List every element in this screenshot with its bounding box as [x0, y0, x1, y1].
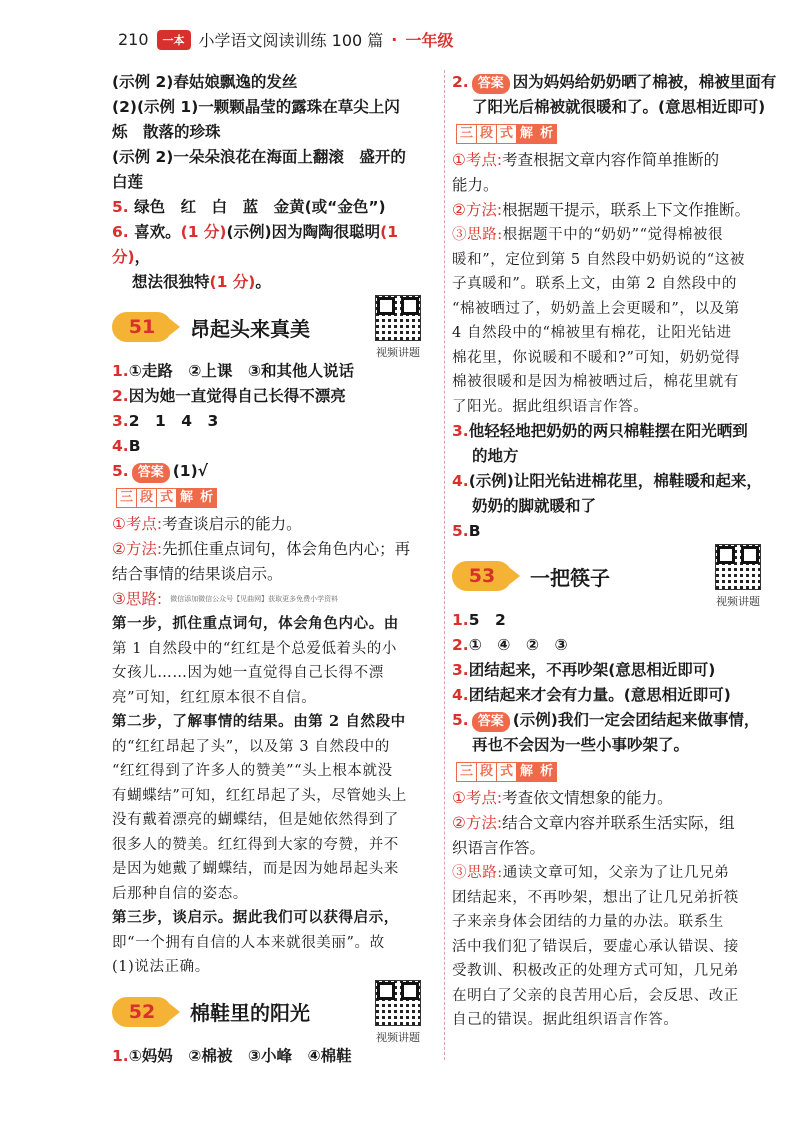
fangfa-label: ②方法: — [112, 540, 163, 558]
question-4 — [452, 469, 778, 494]
silu-line: 暖和”，定位到第 5 自然段中奶奶说的“这被 — [452, 251, 745, 268]
silu — [452, 223, 778, 248]
section-title: 昂起头来真美 — [190, 316, 310, 341]
section-52-header — [112, 986, 438, 1044]
answer-text: (示例)因为陶陶很聪明 — [226, 223, 381, 241]
step-line: 第三步，谈启示。据此我们可以获得启示， — [112, 909, 399, 926]
answer-text: 喜欢。 — [134, 223, 181, 241]
answer-text: 他轻轻地把奶奶的两只棉鞋摆在阳光晒到 — [468, 422, 748, 440]
question-number: 2. — [112, 387, 129, 405]
step-line: 的“红红昂起了头”，以及第 3 自然段中的 — [112, 738, 390, 755]
banner-char: 析 — [197, 488, 217, 508]
page-header — [118, 28, 453, 51]
book-title: 小学语文阅读训练 100 篇 — [198, 31, 384, 50]
right-column — [452, 70, 778, 1033]
score-note: (1 分) — [180, 223, 227, 241]
analysis-banner — [456, 124, 557, 144]
step-line: (1)说法正确。 — [112, 959, 210, 975]
section-number-badge: 51 — [112, 312, 172, 342]
score-note: (1 分) — [112, 223, 399, 266]
question-number: 4. — [452, 686, 469, 704]
silu-line: 团结起来，不再吵架，想出了让几兄弟折筷 — [452, 889, 739, 906]
question-1 — [112, 359, 438, 384]
question-number: 4. — [112, 437, 129, 455]
answer-text: 2 1 4 3 — [128, 412, 219, 430]
question-number: 5. — [112, 198, 129, 216]
kaodian-cont: 能力。 — [452, 176, 499, 194]
answer-text: ①妈妈 ②棉被 ③小峰 ④棉鞋 — [128, 1046, 352, 1065]
kaodian — [452, 786, 778, 811]
left-column — [112, 70, 438, 1069]
fangfa — [112, 537, 438, 562]
video-qr[interactable] — [372, 295, 424, 360]
question-6 — [112, 220, 438, 270]
answer-text: 团结起来才会有力量。(意思相近即可) — [468, 686, 731, 704]
silu-line: 了阳光。据此组织语言作答。 — [452, 398, 649, 415]
question-6-cont — [112, 270, 438, 295]
analysis-banner — [456, 762, 557, 782]
analysis-banner — [116, 488, 217, 508]
answer-line: 烁 散落的珍珠 — [112, 123, 221, 141]
fangfa — [452, 198, 778, 223]
question-5 — [112, 459, 438, 484]
section-51-header — [112, 301, 438, 359]
step-line: “红红得到了许多人的赞美”“头上根本就没 — [112, 763, 393, 779]
section-title: 棉鞋里的阳光 — [190, 1001, 310, 1025]
answer-text: ①走路 ②上课 ③和其他人说话 — [128, 362, 355, 380]
fangfa-text: 根据题干提示，联系上下文作推断。 — [502, 201, 751, 219]
qr-code-icon[interactable] — [375, 980, 421, 1026]
kaodian-label: ①考点: — [452, 151, 503, 169]
kaodian-label: ①考点: — [452, 789, 503, 807]
banner-char: 段 — [477, 124, 497, 144]
banner-char: 解 — [517, 762, 537, 782]
banner-char: 式 — [157, 488, 177, 508]
qr-caption: 视频讲题 — [376, 346, 420, 359]
question-number: 1. — [112, 362, 129, 380]
step-line: 有蝴蝶结”可知，红红昂起了头，尽管她头上 — [112, 787, 407, 804]
silu-line: 子真暖和”。联系上文，由第 2 自然段中的 — [452, 276, 737, 292]
banner-char: 解 — [517, 124, 537, 144]
step-line: 女孩儿……因为她一直觉得自己长得不漂 — [112, 665, 384, 681]
answer-line: (示例 2)春姑娘飘逸的发丝 — [112, 73, 298, 91]
fangfa-text: 先抓住重点词句，体会角色内心；再 — [162, 540, 411, 558]
question-5 — [452, 708, 778, 733]
answer-text: 团结起来，不再吵架(意思相近即可) — [468, 661, 716, 679]
section-53-header — [452, 550, 778, 608]
step-line: 很多人的赞美。红红得到大家的夸赞，并不 — [112, 836, 399, 853]
question-number: 1. — [452, 611, 469, 629]
question-number: 3. — [112, 412, 129, 430]
banner-char: 式 — [497, 762, 517, 782]
banner-char: 三 — [456, 762, 477, 782]
question-5 — [112, 195, 438, 220]
question-2 — [112, 384, 438, 409]
silu — [452, 861, 778, 886]
step-line: 亮”可知，红红原本很不自信。 — [112, 689, 317, 706]
question-number: 4. — [452, 472, 469, 490]
answer-tag: 答案 — [472, 74, 510, 94]
question-4 — [452, 683, 778, 708]
question-number: 3. — [452, 661, 469, 679]
banner-char: 析 — [537, 124, 557, 144]
section-number-badge: 53 — [452, 561, 512, 591]
answer-text: (1)√ — [172, 462, 208, 480]
answer-cont: 再也不会因为一些小事吵架了。 — [472, 736, 690, 754]
kaodian-label: ①考点: — [112, 515, 163, 533]
silu-line: 4 自然段中的“棉被里有棉花，让阳光钻进 — [452, 325, 732, 341]
banner-char: 式 — [497, 124, 517, 144]
question-4 — [112, 434, 438, 459]
question-number: 3. — [452, 422, 469, 440]
silu-text: 根据题干中的“奶奶”“觉得棉被很 — [502, 227, 724, 243]
answer-text: 绿色 红 白 蓝 金黄(或“金色”) — [134, 198, 386, 216]
answer-text: B — [468, 522, 481, 540]
question-3 — [112, 409, 438, 434]
question-number: 5. — [452, 711, 469, 729]
brand-logo: 一本 — [157, 30, 191, 50]
answer-text: 5 2 — [468, 611, 506, 629]
question-1 — [452, 608, 778, 633]
question-2 — [452, 70, 778, 95]
step-line: 第一步，抓住重点词句，体会角色内心。由 — [112, 615, 399, 632]
kaodian-text: 考查根据文章内容作简单推断的 — [502, 151, 720, 169]
answer-cont: 的地方 — [472, 447, 519, 465]
fangfa-cont: 结合事情的结果谈启示。 — [112, 565, 283, 583]
qr-code-icon[interactable] — [715, 544, 761, 590]
silu-line: 自己的错误。据此组织语言作答。 — [452, 1012, 679, 1028]
answer-cont: 奶奶的脚就暖和了 — [472, 497, 597, 515]
column-divider — [444, 70, 445, 1060]
video-qr[interactable] — [372, 980, 424, 1045]
answer-cont: 了阳光后棉被就很暖和了。(意思相近即可) — [472, 98, 766, 116]
question-number: 2. — [452, 636, 469, 654]
silu — [112, 587, 438, 612]
question-number: 6. — [112, 223, 129, 241]
question-number: 1. — [112, 1046, 129, 1065]
step-line: 即“一个拥有自信的人本来就很美丽”。故 — [112, 934, 385, 951]
answer-text: ， — [134, 248, 151, 266]
silu-label: ③思路: — [452, 865, 503, 881]
fangfa-text: 结合文章内容并联系生活实际，组 — [502, 814, 735, 832]
step-line: 是因为她戴了蝴蝶结，而是因为她昂起头来 — [112, 861, 399, 877]
fangfa — [452, 811, 778, 836]
header-dot: · — [391, 30, 398, 49]
kaodian — [112, 512, 438, 537]
qr-caption: 视频讲题 — [716, 595, 760, 608]
banner-char: 段 — [137, 488, 157, 508]
step-line: 没有戴着漂亮的蝴蝶结，但是她依然得到了 — [112, 812, 399, 828]
page-number: 210 — [118, 30, 149, 49]
banner-char: 段 — [477, 762, 497, 782]
answer-text: ① ④ ② ③ — [468, 636, 568, 654]
banner-char: 三 — [456, 124, 477, 144]
silu-label: ③思路: — [452, 227, 503, 243]
silu-line: 受教训、积极改正的处理方式可知，几兄弟 — [452, 963, 739, 979]
question-1 — [112, 1044, 438, 1069]
section-title: 一把筷子 — [530, 565, 610, 590]
banner-char: 解 — [177, 488, 197, 508]
fangfa-cont: 织语言作答。 — [452, 839, 546, 857]
question-3 — [452, 419, 778, 444]
question-number: 5. — [112, 462, 129, 480]
step-line: 第二步，了解事情的结果。由第 2 自然段中 — [112, 713, 406, 730]
answer-tag: 答案 — [472, 712, 510, 732]
question-2 — [452, 633, 778, 658]
score-note: (1 分) — [209, 273, 256, 291]
answer-text: 。 — [255, 273, 271, 291]
qr-caption: 视频讲题 — [376, 1030, 420, 1044]
silu-line: 子来亲身体会团结的力量的办法。联系生 — [452, 914, 724, 930]
grade-label: 一年级 — [405, 31, 454, 50]
fangfa-label: ②方法: — [452, 201, 503, 219]
kaodian-text: 考查谈启示的能力。 — [162, 515, 302, 533]
question-number: 5. — [452, 522, 469, 540]
silu-line: 棉被很暖和是因为棉被晒过后，棉花里就有 — [452, 374, 739, 390]
question-number: 2. — [452, 73, 469, 91]
silu-line: 棉花里，你说暖和不暖和?”可知，奶奶觉得 — [452, 349, 741, 366]
answer-line: (示例 2)一朵朵浪花在海面上翻滚 盛开的 — [112, 148, 406, 166]
answer-line: 白莲 — [112, 173, 144, 191]
question-3 — [452, 658, 778, 683]
qr-code-icon[interactable] — [375, 295, 421, 341]
fangfa-label: ②方法: — [452, 814, 503, 832]
silu-line: 在明白了父亲的良苦用心后，会反思、改正 — [452, 987, 739, 1004]
silu-text: 通读文章可知，父亲为了让几兄弟 — [502, 865, 730, 881]
silu-line: “棉被晒过了，奶奶盖上会更暖和”，以及第 — [452, 300, 740, 317]
answer-text: 因为她一直觉得自己长得不漂亮 — [128, 387, 346, 405]
answer-tag: 答案 — [132, 463, 170, 483]
section-number-badge: 52 — [112, 997, 172, 1027]
answer-text: 因为妈妈给奶奶晒了棉被，棉被里面有 — [512, 73, 777, 91]
video-qr[interactable] — [712, 544, 764, 609]
banner-char: 析 — [537, 762, 557, 782]
answer-text: (示例)我们一定会团结起来做事情， — [512, 711, 760, 729]
kaodian-text: 考查依文情想象的能力。 — [502, 789, 673, 807]
answer-text: 想法很独特 — [132, 273, 210, 291]
silu-label: ③思路: — [112, 590, 163, 608]
promo-note: 微信添加微信公众号【见曲网】获取更多免费小学资料 — [170, 595, 339, 603]
step-line: 后那种自信的姿态。 — [112, 885, 248, 902]
step-line: 第 1 自然段中的“红红是个总爱低着头的小 — [112, 640, 397, 657]
answer-text: (示例)让阳光钻进棉花里，棉鞋暖和起来， — [468, 472, 762, 490]
silu-line: 活中我们犯了错误后，要虚心承认错误、接 — [452, 938, 739, 955]
banner-char: 三 — [116, 488, 137, 508]
answer-text: B — [128, 437, 141, 455]
kaodian — [452, 148, 778, 173]
question-5 — [452, 519, 778, 544]
answer-line: (2)(示例 1)一颗颗晶莹的露珠在草尖上闪 — [112, 98, 400, 116]
